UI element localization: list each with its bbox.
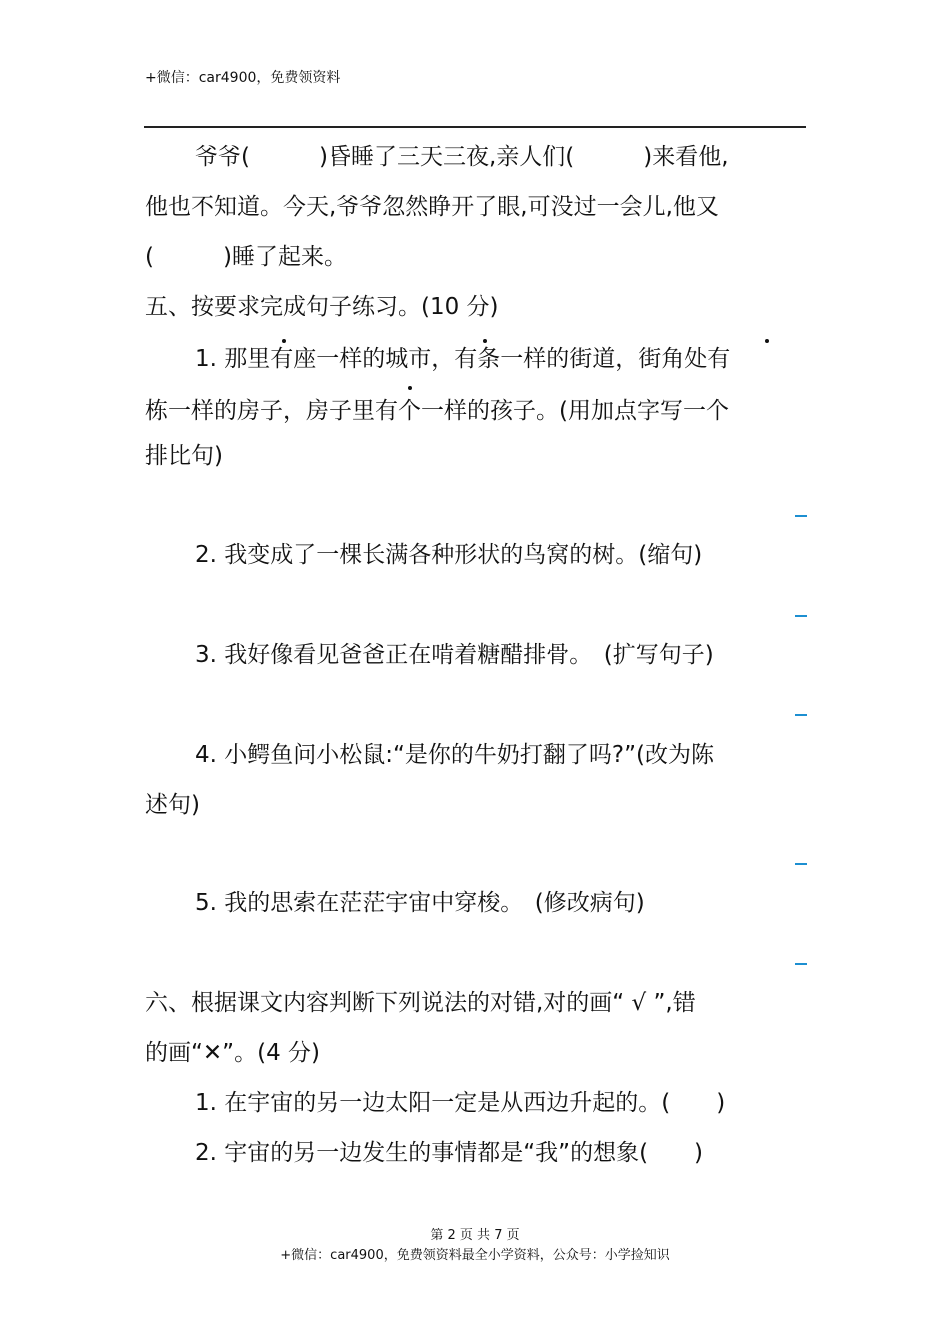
section5-q5: 5. 我的思索在茫茫宇宙中穿梭。 (修改病句)	[195, 890, 645, 916]
header-watermark: +微信：car4900，免费领资料	[145, 70, 341, 86]
page-number: 第 2 页 共 7 页	[430, 1228, 520, 1243]
section5-q1-line3: 排比句)	[145, 443, 223, 469]
body-line-2: 他也不知道。今天,爷爷忽然睁开了眼,可没过一会儿,他又	[145, 194, 719, 220]
body-line-1: 爷爷( )昏睡了三天三夜,亲人们( )来看他,	[195, 144, 729, 170]
answer-line[interactable]	[795, 615, 807, 617]
answer-line[interactable]	[795, 515, 807, 517]
answer-line[interactable]	[795, 963, 807, 965]
body-line-3: ( )睡了起来。	[145, 244, 347, 270]
emphasis-dot	[483, 339, 487, 343]
section6-q1: 1. 在宇宙的另一边太阳一定是从西边升起的。( )	[195, 1090, 726, 1116]
answer-line[interactable]	[795, 714, 807, 716]
section6-title-line2: 的画“✕”。(4 分)	[145, 1040, 320, 1066]
section5-q4-line1: 4. 小鳄鱼问小松鼠:“是你的牛奶打翻了吗?”(改为陈	[195, 742, 715, 768]
section5-q1-line2: 栋一样的房子，房子里有个一样的孩子。(用加点字写一个	[145, 398, 729, 424]
section5-q4-line2: 述句)	[145, 792, 200, 818]
section6-title-line1: 六、根据课文内容判断下列说法的对错,对的画“ √ ”,错	[145, 990, 696, 1016]
footer-watermark: +微信：car4900，免费领资料最全小学资料，公众号：小学捡知识	[280, 1248, 670, 1263]
answer-line[interactable]	[795, 863, 807, 865]
section5-title: 五、按要求完成句子练习。(10 分)	[145, 294, 499, 320]
section5-q3: 3. 我好像看见爸爸正在啃着糖醋排骨。 (扩写句子)	[195, 642, 714, 668]
emphasis-dot	[282, 339, 286, 343]
section5-q2: 2. 我变成了一棵长满各种形状的鸟窝的树。(缩句)	[195, 542, 703, 568]
emphasis-dot	[765, 339, 769, 343]
emphasis-dot	[408, 386, 412, 390]
header-rule	[144, 126, 806, 128]
section5-q1-line1: 1. 那里有座一样的城市，有条一样的街道，街角处有	[195, 346, 731, 372]
section6-q2: 2. 宇宙的另一边发生的事情都是“我”的想象( )	[195, 1140, 704, 1166]
